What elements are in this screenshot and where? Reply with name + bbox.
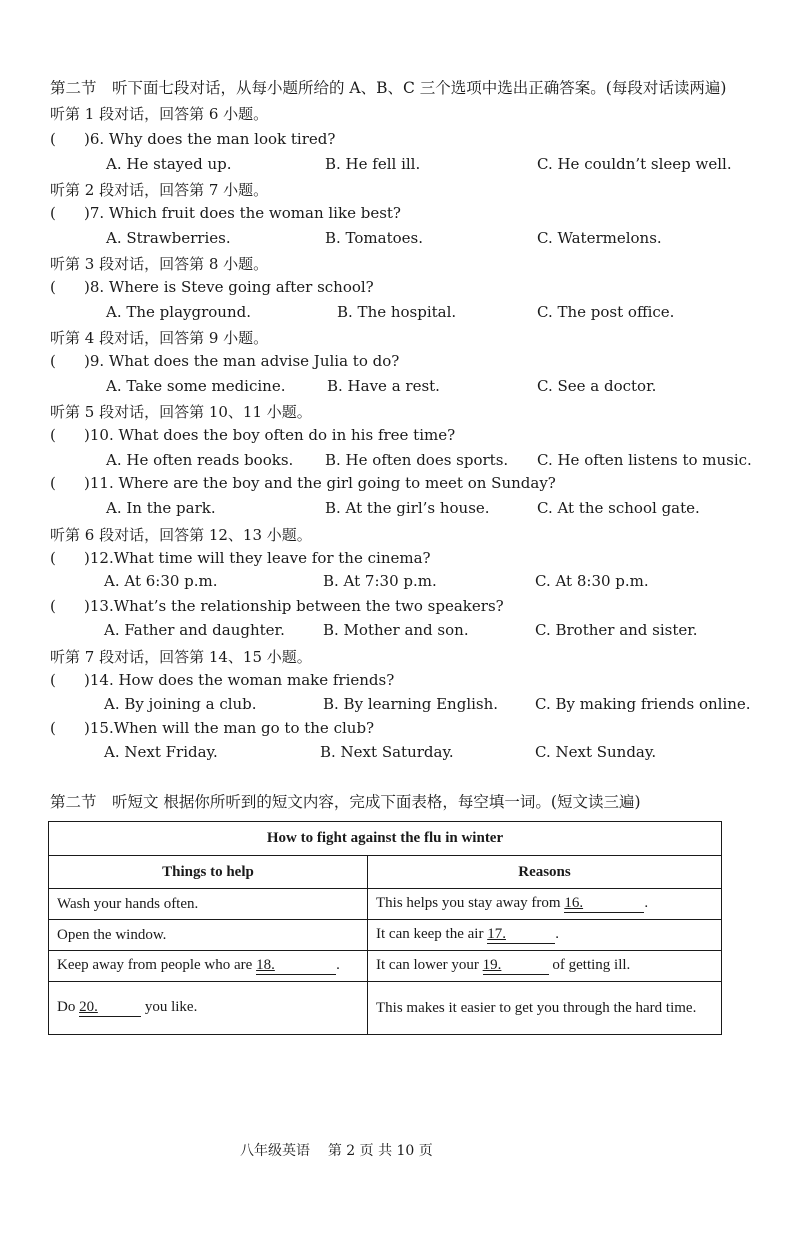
option-c: C. By making friends online. bbox=[535, 695, 751, 713]
option-a: A. Strawberries. bbox=[106, 229, 231, 247]
fill-blank-19[interactable]: 19. bbox=[483, 957, 549, 975]
option-a: A. The playground. bbox=[106, 303, 251, 321]
option-b: B. Mother and son. bbox=[323, 621, 469, 639]
option-a: A. Take some medicine. bbox=[106, 377, 286, 395]
answer-blank[interactable]: ( bbox=[50, 278, 56, 296]
fill-blank-18[interactable]: 18. bbox=[256, 957, 336, 975]
option-c: C. Watermelons. bbox=[537, 229, 662, 247]
option-a: A. Next Friday. bbox=[104, 743, 218, 761]
section-header-passage: 第二节 听短文 根据你所听到的短文内容，完成下面表格，每空填一词。(短文读三遍) bbox=[50, 793, 641, 811]
group-intro-1: 听第 1 段对话，回答第 6 小题。 bbox=[50, 105, 269, 123]
answer-blank[interactable]: ( bbox=[50, 204, 56, 222]
fill-blank-20[interactable]: 20. bbox=[79, 999, 141, 1017]
footer-page-number: 第 2 页 共 10 页 bbox=[327, 1143, 433, 1159]
option-b: B. Next Saturday. bbox=[320, 743, 454, 761]
group-intro-5: 听第 5 段对话，回答第 10、11 小题。 bbox=[50, 403, 312, 421]
column-header-reasons: Reasons bbox=[368, 856, 722, 889]
answer-blank[interactable]: ( bbox=[50, 549, 56, 567]
page-footer bbox=[240, 1140, 433, 1160]
table-cell: It can lower your 19. of getting ill. bbox=[368, 951, 722, 982]
table-cell: Open the window. bbox=[49, 920, 368, 951]
option-c: C. At 8:30 p.m. bbox=[535, 572, 649, 590]
option-b: B. He often does sports. bbox=[325, 451, 509, 469]
answer-blank[interactable]: ( bbox=[50, 130, 56, 148]
table-row bbox=[49, 889, 722, 920]
option-b: B. Tomatoes. bbox=[325, 229, 423, 247]
table-row bbox=[49, 951, 722, 982]
option-b: B. He fell ill. bbox=[325, 155, 421, 173]
group-intro-7: 听第 7 段对话，回答第 14、15 小题。 bbox=[50, 648, 312, 666]
question-8: ( )8. Where is Steve going after school? bbox=[50, 278, 374, 296]
table-cell: This makes it easier to get you through the hard time. bbox=[368, 982, 722, 1035]
question-14: ( )14. How does the woman make friends? bbox=[50, 671, 395, 689]
answer-blank[interactable]: ( bbox=[50, 719, 56, 737]
answer-blank[interactable]: ( bbox=[50, 671, 56, 689]
answer-blank[interactable]: ( bbox=[50, 597, 56, 615]
group-intro-4: 听第 4 段对话，回答第 9 小题。 bbox=[50, 329, 269, 347]
table-row bbox=[49, 920, 722, 951]
option-a: A. By joining a club. bbox=[104, 695, 257, 713]
option-c: C. Brother and sister. bbox=[535, 621, 698, 639]
flu-table bbox=[48, 821, 722, 1035]
table-cell: It can keep the air 17. . bbox=[368, 920, 722, 951]
fill-blank-17[interactable]: 17. bbox=[487, 926, 555, 944]
question-6: ( )6. Why does the man look tired? bbox=[50, 130, 336, 148]
option-c: C. The post office. bbox=[537, 303, 675, 321]
group-intro-3: 听第 3 段对话，回答第 8 小题。 bbox=[50, 255, 269, 273]
question-13: ( )13.What’s the relationship between the two speakers? bbox=[50, 597, 504, 615]
question-10: ( )10. What does the boy often do in his free time? bbox=[50, 426, 456, 444]
section-header-dialogues: 第二节 听下面七段对话，从每小题所给的 A、B、C 三个选项中选出正确答案。(每段对话读两遍) bbox=[50, 79, 727, 97]
option-b: B. At 7:30 p.m. bbox=[323, 572, 437, 590]
option-b: B. At the girl’s house. bbox=[325, 499, 490, 517]
group-intro-2: 听第 2 段对话，回答第 7 小题。 bbox=[50, 181, 269, 199]
option-a: A. He often reads books. bbox=[106, 451, 294, 469]
column-header-things: Things to help bbox=[49, 856, 368, 889]
table-cell: Do 20. you like. bbox=[49, 982, 368, 1035]
table-cell: This helps you stay away from 16. . bbox=[368, 889, 722, 920]
answer-blank[interactable]: ( bbox=[50, 426, 56, 444]
group-intro-6: 听第 6 段对话，回答第 12、13 小题。 bbox=[50, 526, 312, 544]
fill-blank-16[interactable]: 16. bbox=[564, 895, 644, 913]
option-a: A. In the park. bbox=[106, 499, 216, 517]
question-15: ( )15.When will the man go to the club? bbox=[50, 719, 375, 737]
option-c: C. He often listens to music. bbox=[537, 451, 752, 469]
option-c: C. At the school gate. bbox=[537, 499, 700, 517]
option-b: B. Have a rest. bbox=[327, 377, 440, 395]
option-c: C. He couldn’t sleep well. bbox=[537, 155, 732, 173]
table-title: How to fight against the flu in winter bbox=[49, 822, 722, 856]
answer-blank[interactable]: ( bbox=[50, 352, 56, 370]
question-9: ( )9. What does the man advise Julia to do? bbox=[50, 352, 400, 370]
table-cell: Wash your hands often. bbox=[49, 889, 368, 920]
option-a: A. At 6:30 p.m. bbox=[104, 572, 218, 590]
option-b: B. By learning English. bbox=[323, 695, 499, 713]
question-12: ( )12.What time will they leave for the cinema? bbox=[50, 549, 431, 567]
question-7: ( )7. Which fruit does the woman like best? bbox=[50, 204, 401, 222]
option-c: C. See a doctor. bbox=[537, 377, 657, 395]
footer-subject: 八年级英语 bbox=[240, 1143, 310, 1159]
option-b: B. The hospital. bbox=[337, 303, 457, 321]
option-a: A. He stayed up. bbox=[106, 155, 232, 173]
question-11: ( )11. Where are the boy and the girl going to meet on Sunday? bbox=[50, 474, 556, 492]
option-c: C. Next Sunday. bbox=[535, 743, 657, 761]
option-a: A. Father and daughter. bbox=[104, 621, 285, 639]
table-cell: Keep away from people who are 18. . bbox=[49, 951, 368, 982]
table-row bbox=[49, 982, 722, 1035]
answer-blank[interactable]: ( bbox=[50, 474, 56, 492]
